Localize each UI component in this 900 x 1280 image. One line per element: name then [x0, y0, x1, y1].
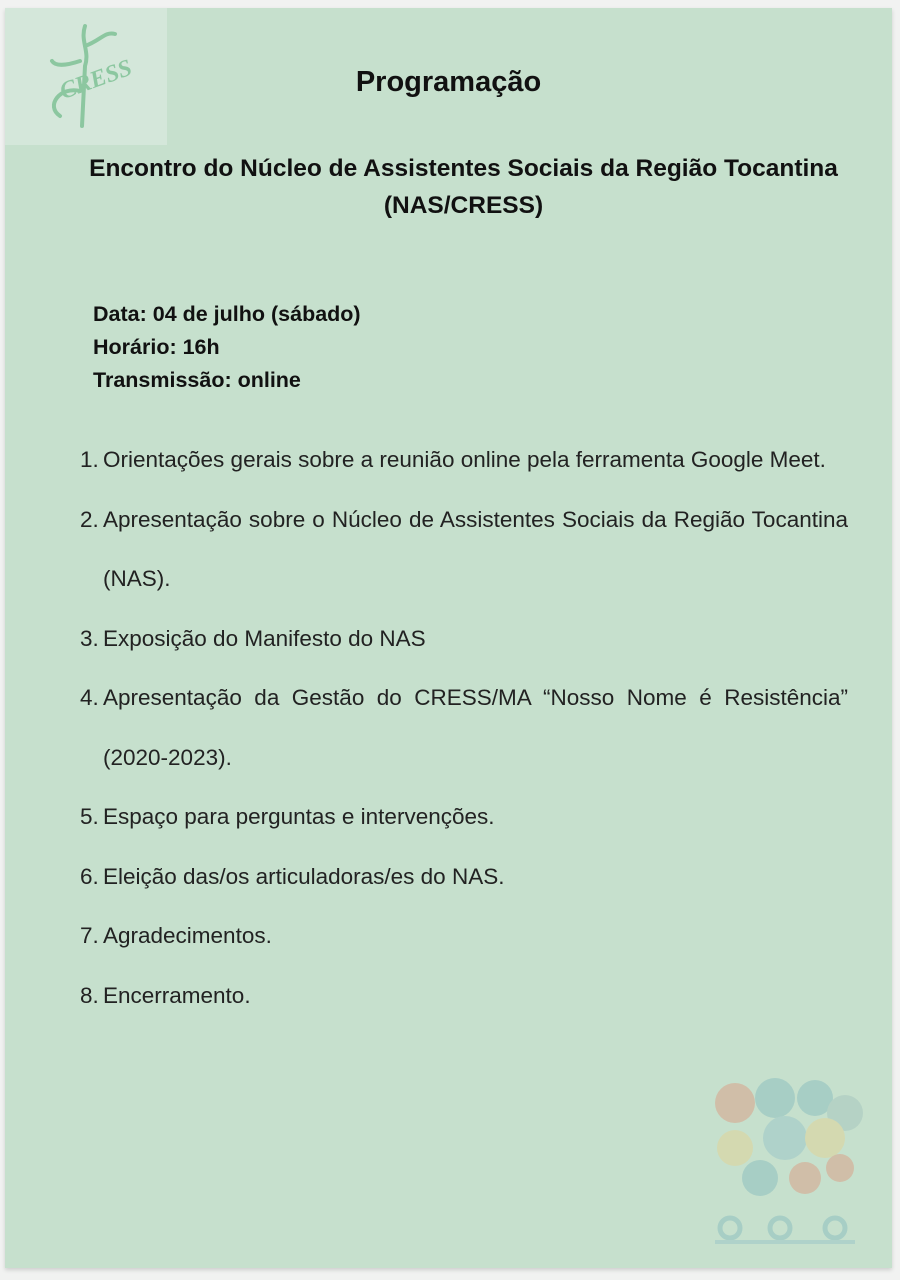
- item-text: Agradecimentos.: [103, 923, 272, 948]
- item-number: 5.: [80, 804, 99, 829]
- item-text: Apresentação sobre o Núcleo de Assistentes Sociais da Região Tocantina (NAS).: [103, 506, 848, 591]
- list-item: [80, 609, 848, 669]
- item-number: 6.: [80, 863, 99, 889]
- list-item: [80, 847, 848, 907]
- item-number: 3.: [80, 625, 99, 651]
- list-item: [80, 490, 848, 609]
- list-item: [80, 966, 848, 1026]
- item-text: Encerramento.: [103, 982, 251, 1008]
- list-item: [80, 787, 848, 847]
- list-item: [80, 668, 848, 787]
- list-item: [80, 430, 848, 490]
- item-number: 7.: [80, 923, 99, 948]
- community-illustration-icon: [695, 1068, 875, 1248]
- event-time: Horário: 16h: [93, 335, 220, 359]
- event-subtitle: Encontro do Núcleo de Assistentes Sociais da Região Tocantina (NAS/CRESS): [89, 155, 838, 219]
- event-date: Data: 04 de julho (sábado): [93, 302, 361, 326]
- list-item: [80, 906, 848, 966]
- item-number: 2.: [80, 506, 99, 532]
- agenda-list: [80, 430, 848, 1025]
- event-info: [93, 298, 361, 397]
- event-transmission: Transmissão: online: [93, 368, 301, 392]
- item-text: Espaço para perguntas e intervenções.: [103, 804, 495, 829]
- item-text: Eleição das/os articuladoras/es do NAS.: [103, 863, 505, 889]
- item-text: Orientações gerais sobre a reunião online pela ferramenta Google Meet.: [103, 447, 826, 472]
- item-text: Apresentação da Gestão do CRESS/MA “Nosso Nome é Resistência” (2020-2023).: [103, 685, 848, 770]
- program-card: [5, 8, 892, 1268]
- item-number: 4.: [80, 685, 99, 710]
- item-number: 8.: [80, 982, 99, 1008]
- page-title: Programação: [355, 66, 542, 98]
- item-number: 1.: [80, 447, 99, 472]
- item-text: Exposição do Manifesto do NAS: [103, 625, 426, 651]
- svg-text:CRESS: CRESS: [56, 54, 135, 105]
